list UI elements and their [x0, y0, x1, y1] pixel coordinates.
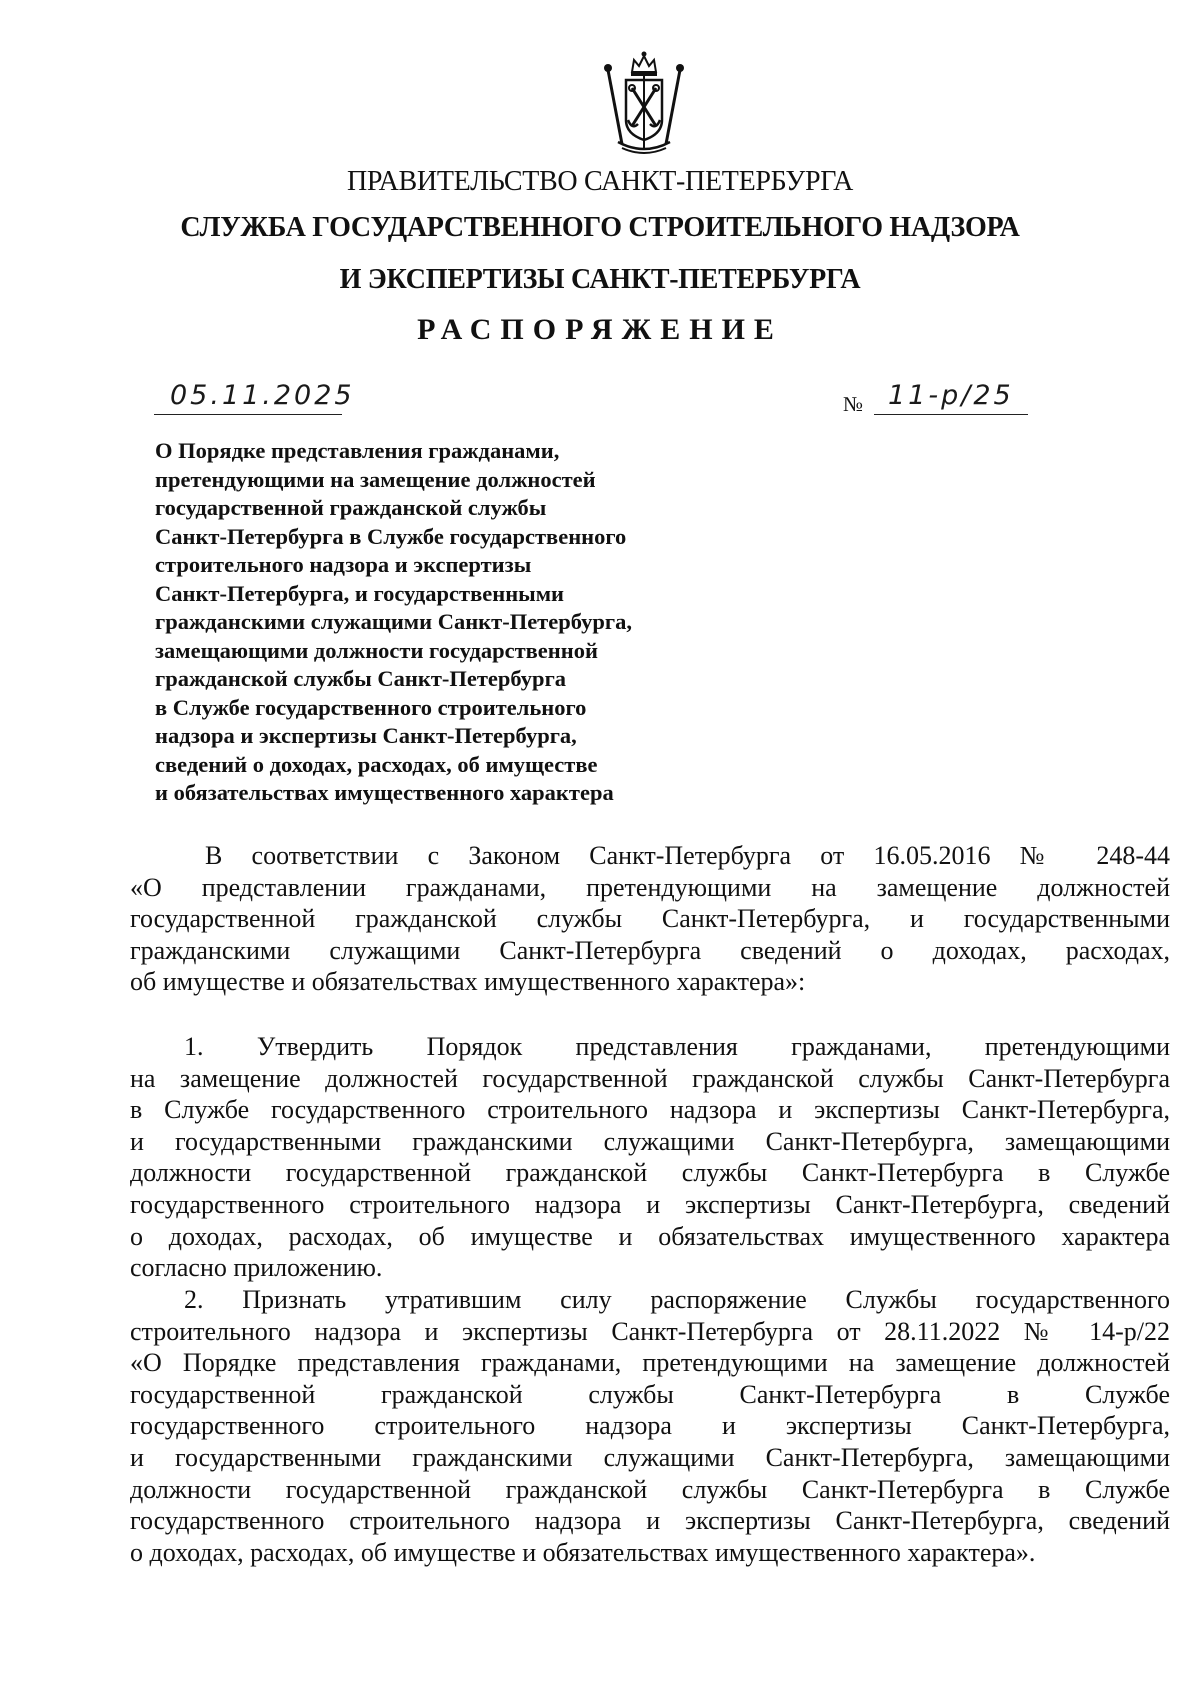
handwritten-number: 11-р/25 — [888, 380, 1014, 411]
subject-line: надзора и экспертизы Санкт-Петербурга, — [155, 723, 577, 748]
intro-line: «О представлении гражданами, претендующими на замещение должностей — [130, 872, 1170, 902]
subject-line: претендующими на замещение должностей — [155, 466, 596, 492]
item-2-line: строительного надзора и экспертизы Санкт-Петербурга от 28.11.2022 № 14-р/22 — [130, 1316, 1170, 1346]
item-1-line: должности государственной гражданской службы Санкт-Петербурга в Службе — [130, 1158, 1170, 1188]
intro-line: об имуществе и обязательствах имущественного характера»: — [130, 967, 806, 997]
item-2-line: «О Порядке представления гражданами, претендующими на замещение должностей — [130, 1348, 1170, 1378]
item-2-line: должности государственной гражданской службы Санкт-Петербурга в Службе — [130, 1474, 1170, 1504]
intro-line: государственной гражданской службы Санкт-Петербурга, и государственными — [130, 904, 1170, 934]
item-1-line: в Службе государственного строительного надзора и экспертизы Санкт-Петербурга, — [130, 1095, 1170, 1125]
item-2-line: 2. Признать утратившим силу распоряжение Службы государственного — [184, 1285, 1170, 1314]
agency-title-line-2: И ЭКСПЕРТИЗЫ САНКТ-ПЕТЕРБУРГА — [339, 264, 861, 295]
subject-line: О Порядке представления гражданами, — [155, 438, 560, 463]
intro-line: гражданскими служащими Санкт-Петербурга сведений о доходах, расходах, — [130, 935, 1170, 965]
item-1-line: согласно приложению. — [130, 1253, 383, 1283]
coat-of-arms-emblem — [598, 50, 690, 158]
handwritten-date: 05.11.2025 — [170, 380, 355, 411]
item-2-line: государственной гражданской службы Санкт-Петербурга в Службе — [130, 1379, 1170, 1409]
subject-line: и обязательствах имущественного характера — [155, 780, 614, 805]
subject-line: сведений о доходах, расходах, об имуществе — [155, 751, 598, 777]
number-label: № — [843, 392, 864, 416]
subject-line: строительного надзора и экспертизы — [155, 552, 532, 577]
item-1-paragraph — [130, 1031, 1170, 1284]
date-field — [154, 376, 355, 415]
subject-block — [155, 437, 735, 808]
subject-line: Санкт-Петербурга, и государственными — [155, 580, 565, 606]
item-1-line: государственного строительного надзора и экспертизы Санкт-Петербурга, сведений — [130, 1189, 1170, 1219]
item-2-line: и государственными гражданскими служащими Санкт-Петербурга, замещающими — [130, 1442, 1170, 1472]
subject-line: в Службе государственного строительного — [155, 694, 587, 720]
item-1-line: и государственными гражданскими служащими Санкт-Петербурга, замещающими — [130, 1126, 1170, 1156]
document-type: РАСПОРЯЖЕНИЕ — [417, 313, 783, 346]
intro-line: В соответствии с Законом Санкт-Петербурга от 16.05.2016 № 248-44 — [205, 841, 1170, 870]
subject-line: гражданской службы Санкт-Петербурга — [155, 666, 567, 691]
item-1-line: 1. Утвердить Порядок представления гражданами, претендующими — [184, 1032, 1170, 1061]
item-1-line: на замещение должностей государственной гражданской службы Санкт-Петербурга — [130, 1063, 1170, 1093]
item-2-line: государственного строительного надзора и экспертизы Санкт-Петербурга, сведений — [130, 1506, 1170, 1536]
item-2-paragraph — [130, 1284, 1170, 1568]
item-2-line: государственного строительного надзора и экспертизы Санкт-Петербурга, — [130, 1411, 1170, 1441]
subject-line: замещающими должности государственной — [155, 637, 598, 663]
item-2-line: о доходах, расходах, об имуществе и обязательствах имущественного характера». — [130, 1537, 1036, 1567]
intro-paragraph — [130, 840, 1170, 998]
number-field — [874, 376, 1028, 415]
item-1-line: о доходах, расходах, об имуществе и обязательствах имущественного характера — [130, 1221, 1170, 1251]
subject-line: государственной гражданской службы — [155, 495, 547, 520]
subject-line: гражданскими служащими Санкт-Петербурга, — [155, 609, 632, 634]
agency-title-line-1: СЛУЖБА ГОСУДАРСТВЕННОГО СТРОИТЕЛЬНОГО НАДЗОРА — [180, 212, 1020, 243]
subject-line: Санкт-Петербурга в Службе государственного — [155, 523, 627, 549]
government-title: ПРАВИТЕЛЬСТВО САНКТ-ПЕТЕРБУРГА — [347, 166, 853, 197]
